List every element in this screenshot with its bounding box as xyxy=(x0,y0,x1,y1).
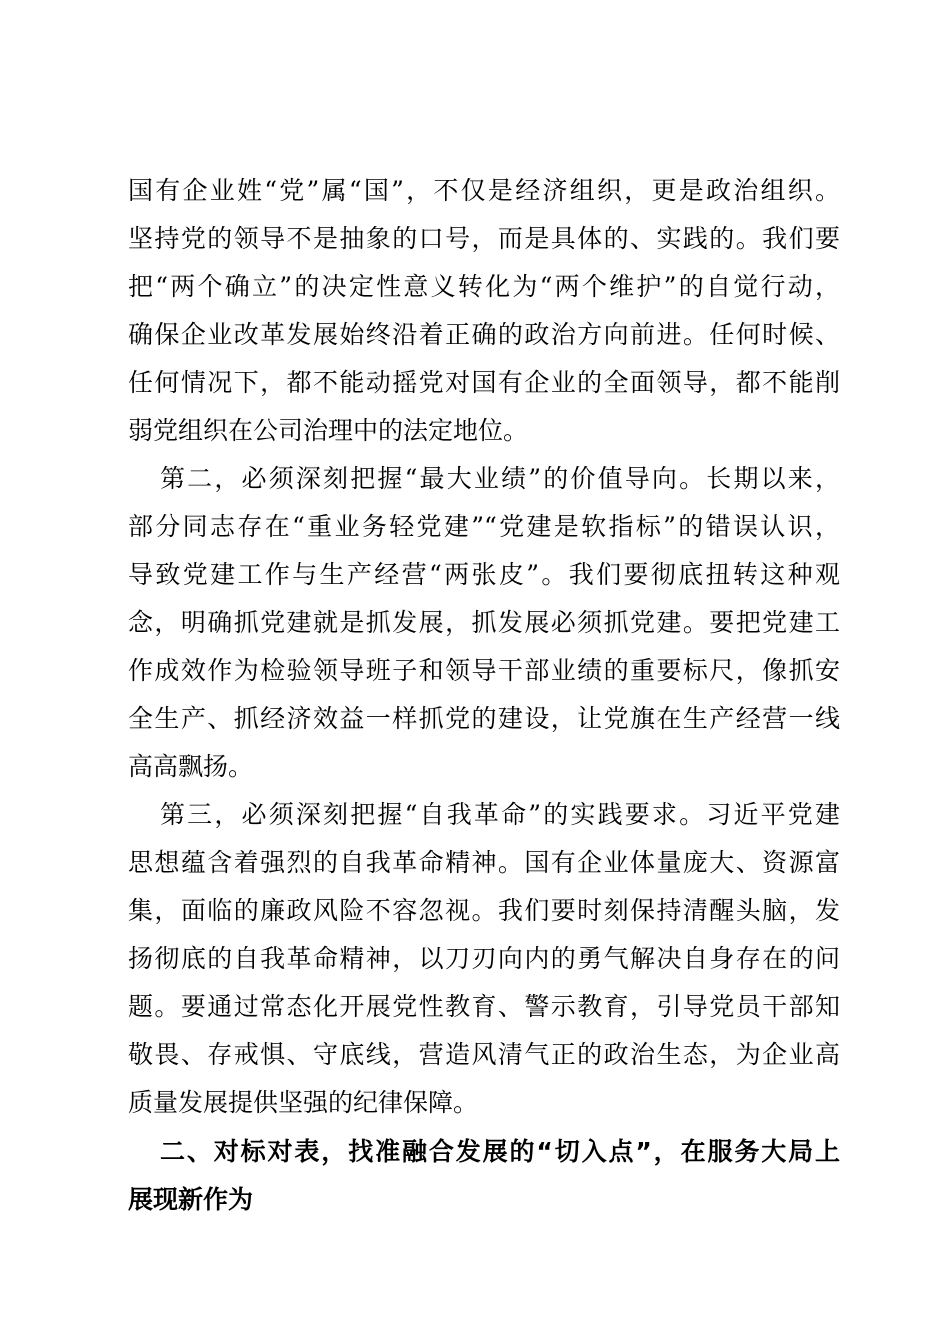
text-line: 确保企业改革发展始终沿着正确的政治方向前进。任何时候、 xyxy=(128,320,840,349)
heading-line: 展现新作为 xyxy=(128,1185,254,1214)
text-line: 任何情况下，都不能动摇党对国有企业的全面领导，都不能削 xyxy=(128,368,840,397)
text-line: 部分同志存在“重业务轻党建”“党建是软指标”的错误认识， xyxy=(128,512,840,541)
text-line: 敬畏、存戒惧、守底线，营造风清气正的政治生态，为企业高 xyxy=(128,1040,840,1069)
text-line: 国有企业姓“党”属“国”，不仅是经济组织，更是政治组织。 xyxy=(128,176,840,205)
text-line: 思想蕴含着强烈的自我革命精神。国有企业体量庞大、资源富 xyxy=(128,848,840,877)
text-line: 念，明确抓党建就是抓发展，抓发展必须抓党建。要把党建工 xyxy=(128,608,840,637)
text-line: 第二，必须深刻把握“最大业绩”的价值导向。长期以来， xyxy=(160,464,840,493)
text-line: 导致党建工作与生产经营“两张皮”。我们要彻底扭转这种观 xyxy=(128,560,840,589)
text-line: 题。要通过常态化开展党性教育、警示教育，引导党员干部知 xyxy=(128,992,840,1021)
text-line: 质量发展提供坚强的纪律保障。 xyxy=(128,1088,479,1117)
text-line: 弱党组织在公司治理中的法定地位。 xyxy=(128,416,529,445)
text-line: 高高飘扬。 xyxy=(128,752,254,781)
text-line: 坚持党的领导不是抽象的口号，而是具体的、实践的。我们要 xyxy=(128,224,840,253)
text-line: 集，面临的廉政风险不容忽视。我们要时刻保持清醒头脑，发 xyxy=(128,896,840,925)
heading-line: 二、对标对表，找准融合发展的“切入点”，在服务大局上 xyxy=(160,1137,840,1166)
text-line: 把“两个确立”的决定性意义转化为“两个维护”的自觉行动， xyxy=(128,272,840,301)
text-line: 全生产、抓经济效益一样抓党的建设，让党旗在生产经营一线 xyxy=(128,704,840,733)
text-line: 第三，必须深刻把握“自我革命”的实践要求。习近平党建 xyxy=(160,800,840,829)
text-line: 作成效作为检验领导班子和领导干部业绩的重要标尺，像抓安 xyxy=(128,656,840,685)
text-line: 扬彻底的自我革命精神，以刀刃向内的勇气解决自身存在的问 xyxy=(128,944,840,973)
